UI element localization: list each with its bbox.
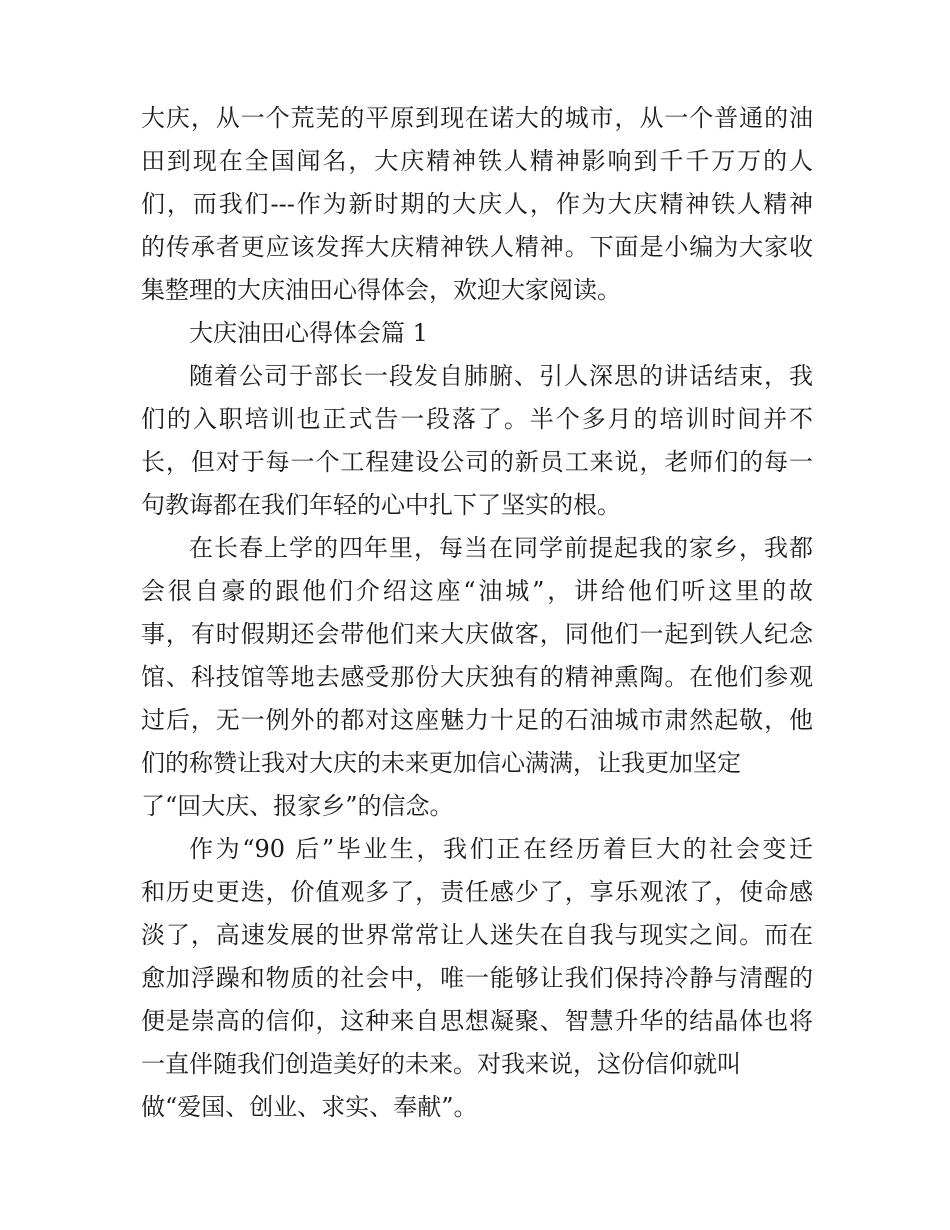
text-line: 句教诲都在我们年轻的心中扎下了坚实的根。 xyxy=(141,491,621,519)
text-line: 淡了，高速发展的世界常常让人迷失在自我与现实之间。而在 xyxy=(141,921,813,949)
body-paragraph-2 xyxy=(141,527,813,828)
text-line: 便是崇高的信仰，这种来自思想凝聚、智慧升华的结晶体也将 xyxy=(141,1007,813,1035)
text-line: 了“回大庆、报家乡”的信念。 xyxy=(141,792,454,820)
text-line: 随着公司于部长一段发自肺腑、引人深思的讲话结束，我 xyxy=(189,362,813,390)
text-line: 过后，无一例外的都对这座魅力十足的石油城市肃然起敬，他 xyxy=(141,706,813,734)
text-line: 作为“90 后”毕业生，我们正在经历着巨大的社会变迁 xyxy=(189,835,813,863)
text-line: 长，但对于每一个工程建设公司的新员工来说，老师们的每一 xyxy=(141,448,813,476)
text-line: 事，有时假期还会带他们来大庆做客，同他们一起到铁人纪念 xyxy=(141,620,813,648)
intro-paragraph xyxy=(141,97,813,312)
text-line: 集整理的大庆油田心得体会，欢迎大家阅读。 xyxy=(141,276,621,304)
text-line: 们的入职培训也正式告一段落了。半个多月的培训时间并不 xyxy=(141,405,813,433)
text-line: 馆、科技馆等地去感受那份大庆独有的精神熏陶。在他们参观 xyxy=(141,663,813,691)
text-line: 会很自豪的跟他们介绍这座“油城”，讲给他们听这里的故 xyxy=(141,577,813,605)
text-line: 和历史更迭，价值观多了，责任感少了，享乐观浓了，使命感 xyxy=(141,878,813,906)
body-paragraph-1 xyxy=(141,355,813,527)
text-line: 做“爱国、创业、求实、奉献”。 xyxy=(141,1093,478,1121)
text-line: 的传承者更应该发挥大庆精神铁人精神。下面是小编为大家收 xyxy=(141,233,813,261)
text-line: 们的称赞让我对大庆的未来更加信心满满，让我更加坚定 xyxy=(141,749,741,777)
text-line: 一直伴随我们创造美好的未来。对我来说，这份信仰就叫 xyxy=(141,1050,741,1078)
text-line: 田到现在全国闻名，大庆精神铁人精神影响到千千万万的人 xyxy=(141,147,813,175)
body-paragraph-3 xyxy=(141,828,813,1129)
text-line: 在长春上学的四年里，每当在同学前提起我的家乡，我都 xyxy=(189,534,813,562)
text-line: 愈加浮躁和物质的社会中，唯一能够让我们保持冷静与清醒的 xyxy=(141,964,813,992)
text-line: 们，而我们---作为新时期的大庆人，作为大庆精神铁人精神 xyxy=(141,190,813,218)
document-page xyxy=(141,97,813,1129)
section-title: 大庆油田心得体会篇 1 xyxy=(189,319,428,347)
text-line: 大庆，从一个荒芜的平原到现在诺大的城市，从一个普通的油 xyxy=(141,104,813,132)
